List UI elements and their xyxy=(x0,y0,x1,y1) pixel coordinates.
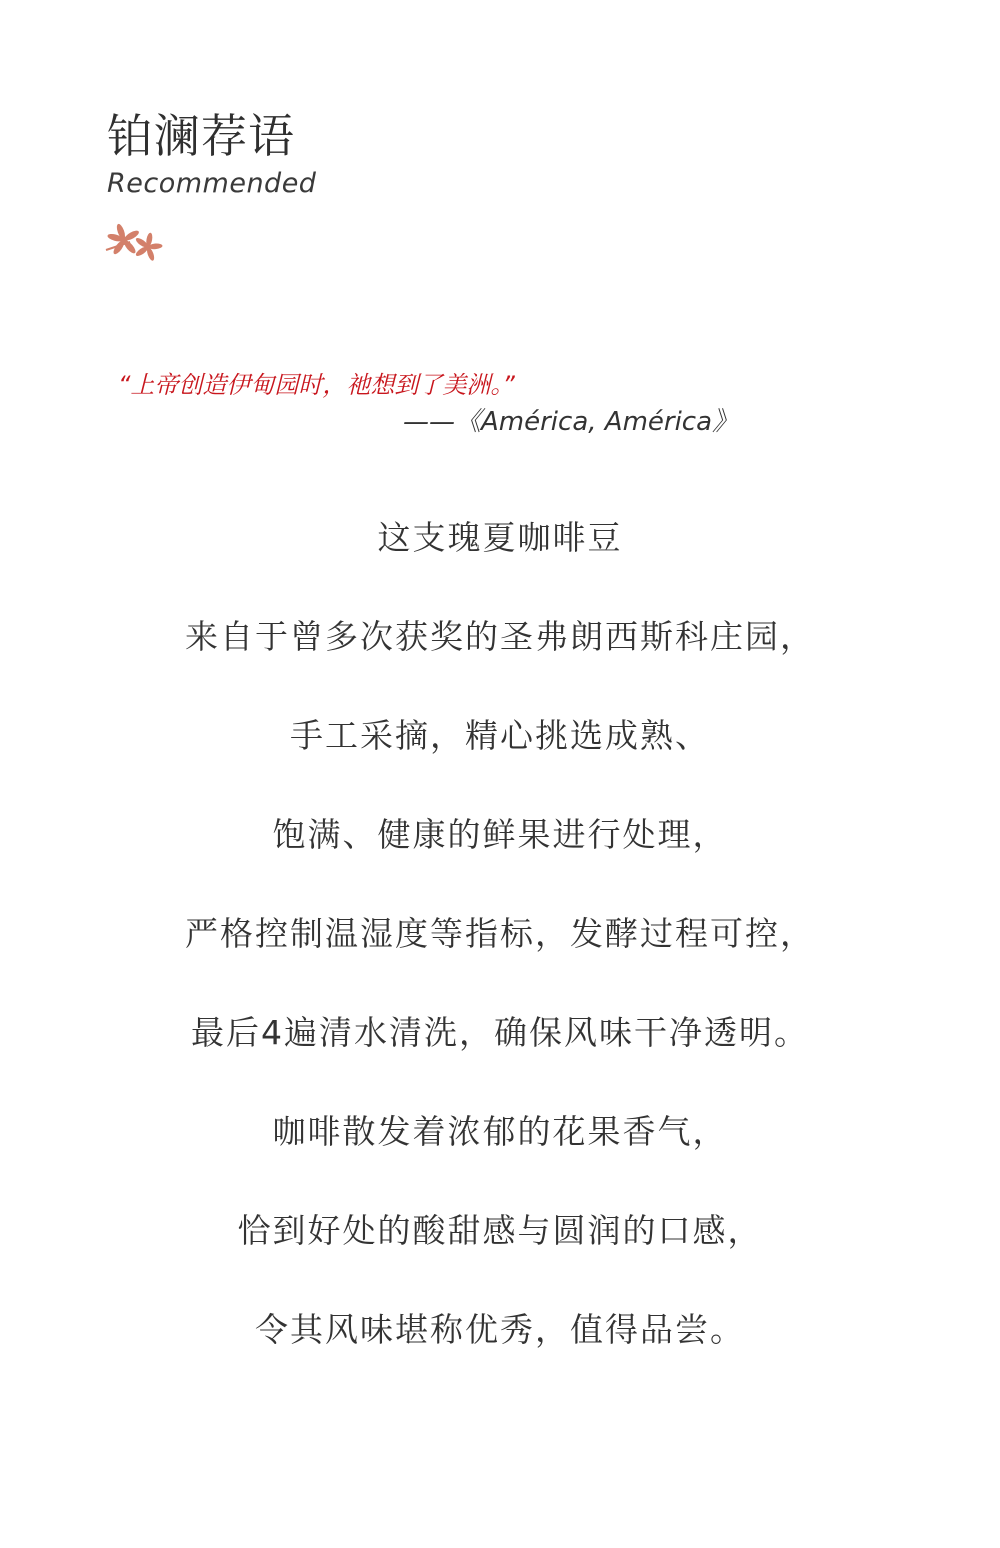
description-line: 咖啡散发着浓郁的花果香气， xyxy=(272,1112,728,1151)
description-line: 这支瑰夏咖啡豆 xyxy=(377,518,623,557)
description-line: 手工采摘，精心挑选成熟、 xyxy=(290,716,710,755)
quote-text: “上帝创造伊甸园时，祂想到了美洲。” xyxy=(118,371,515,399)
description-line: 令其风味堪称优秀，值得品尝。 xyxy=(255,1310,745,1349)
description-line: 饱满、健康的鲜果进行处理， xyxy=(272,815,728,854)
description-line: 最后4遍清水清洗，确保风味干净透明。 xyxy=(191,1013,809,1052)
section-header xyxy=(107,108,316,200)
description-line: 恰到好处的酸甜感与圆润的口感， xyxy=(237,1211,763,1250)
description-line: 来自于曾多次获奖的圣弗朗西斯科庄园， xyxy=(185,617,815,656)
description-line: 严格控制温湿度等指标，发酵过程可控， xyxy=(185,914,815,953)
description-lines xyxy=(0,512,1000,1403)
quote-attribution: ——《América, América》 xyxy=(403,407,739,437)
section-subtitle: Recommended xyxy=(107,168,317,199)
flower-icon xyxy=(104,220,166,264)
section-title: 铂澜荐语 xyxy=(107,109,295,163)
